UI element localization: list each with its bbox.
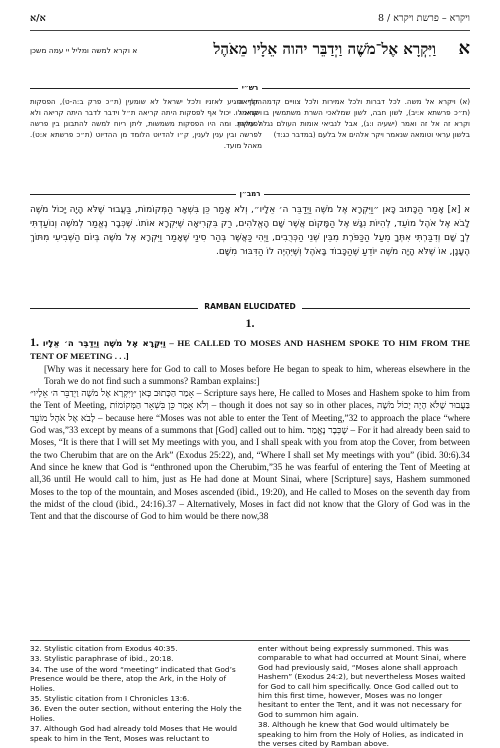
ramban-hebrew-text: א [א] אָמַר הַכָּתוּב כָּאן ״וַיִּקְרָא אֶל מֹשֶׁה וַיְדַבֵּר ה׳ אֵלָיו״, וְלֹא אָמַר כֵּן בִּשְׁאָר הַמְּקוֹמוֹת, בַּעֲבוּר שֶׁלֹּא הָיָה יָכוֹל מֹשֶׁה לָבֹא אֶל אֹהֶל מוֹעֵד, לְהִיוֹת נִגָּשׁ אֶל הַמָּקוֹם אֲשֶׁר שָׁם הָאֱלֹהִים, רַק בִּקְרִיאָה שֶׁיִּקְרָא אוֹתוֹ. שֶׁכְּבָר נֶאֱמַר לְמֹשֶׁה וְנוֹעַדְתִּי לְךָ שָׁם וְדִבַּרְתִּי אִתְּךָ מֵעַל הַכַּפֹּרֶת מִבֵּין שְׁנֵי הַכְּרֻבִים, וַיְהִי כַּאֲשֶׁר בְּהַר סִינַי שֶׁאָמַר וַיִּקְרָא אֶל מֹשֶׁה בְּיוֹם הַשְּׁבִיעִי מִתּוֹךְ הֶעָנָן, אוֹ שֶׁלֹּא הָיָה מֹשֶׁה יוֹדֵעַ שֶׁהַכָּבוֹד בָּאֹהֶל וְשֶׁיִּהְיֶה לוֹ הַדִּבּוּר מִשָּׁם. [30,205,470,257]
verse-block [30,38,470,64]
elucidation-body: אָמַר הַכָּתוּב כָּאן ״וַיִּקְרָא אֶל מֹשֶׁה וַיְדַבֵּר ה׳ אֵלָיו״ – Scripture says here, He called to Moses and Hashem spoke to him from the Tent of Meeting, וְלֹא אָמַר כֵּן בִּשְׁאָר הַמְּקוֹמוֹת – though it does not say so in other places, בַּעֲבוּר שֶׁלֹּא הָיָה יָכוֹל מֹשֶׁה לָבֹא אֶל אֹהֶל מוֹעֵד – because here “Moses was not able to enter the Tent of Meeting,”32 to approach the place “where God was,”33 except by means of a summons that [God] called out to him. שֶׁכְּבָר נֶאֱמַר – For it had already been said to Moses, “It is there that I will set My meetings with you, and I shall speak with you from atop the Cover, from between the two Cherubim that are on the Ark” (Exodus 25:22), and, “Where I shall set My meetings with you” (ibid. 30:6).34 And since he knew that God is “enthroned upon the Cherubim,”35 he was fearful of entering the Tent of Meeting at all,36 until He would call to him, just as He had done at Mount Sinai, where [Scripture] says, Hashem summoned Moses to the top of the mountain, and Moses ascended (ibid., 19:20), and He called to Moses on the seventh day from the midst of the cloud (ibid., 24:16).37 – Alternatively, Moses in fact did not know that the Glory of God was in the Tent and that the discourse of God to him would be there now,38 [30,388,470,522]
verse-number: א [458,38,470,59]
elucidated-divider [30,302,470,314]
footnote: 34. The use of the word “meeting” indicated that God’s Presence would be there, atop the Ark, in the Holy of Holies. [30,664,236,693]
footnotes-left-column [30,644,242,743]
elucidated-label: RAMBAN ELUCIDATED [198,302,301,311]
footnote: 37. Although God had already told Moses that He would speak to him in the Tent, Moses was reluctant to [30,724,238,743]
lead-hebrew: וַיִּקְרָא אֶל מֹשֶׁה וַיְדַבֵּר ה׳ אֵלָיו [42,339,166,349]
header-right: ויקרא – פרשת ויקרא / 8 [377,13,470,24]
footnote: 33. Stylistic paraphrase of ibid., 20:18. [30,654,174,664]
footnote: 38. Although he knew that God would ultimately be speaking to him from the Holy of Holies, as indicated in the verses cited by Ramban above. [258,720,464,748]
rashi-label: רש״י [238,84,263,92]
lead-number: 1. [30,335,39,349]
footnote: enter without being expressly summoned. This was comparable to what had occurred at Mount Sinai, where God had previously said, “Moses alone shall approach Hashem” (Exodus 24:2), but nevertheless Moses waited for God to call him specifically. Once God called out to him this first time, however, Moses was no longer hesitant to enter the Tent, and it was not necessary for God to summon him again. [258,644,467,719]
rashi-column-right: (א) ויקרא אל משה. לכל דברות ולכל אמירות ולכל צוויים קדמה קריאה (ת״כ פרשתא א:יב), לשון חבה, לשון שמלאכי השרת משתמשין בו שנאמר וקרא זה אל זה ואמר (ישעיה ו:ג), אבל לנביאי אומות העולם נגלה עליהן בלשון עראי וטומאה שנאמר ויקר אלהים אל בלעם (במדבר כג:ד) [238,97,470,139]
verse-text: וַיִּקְרָא אֶל־מֹשֶׁה וַיְדַבֵּר יהוה אֵלָיו מֵאֹהֶל [213,40,436,58]
english-elucidation [30,336,470,634]
rashi-column-left: הולך ומגיע לאזניו ולכל ישראל לא שומעין (ת״כ פרק ב:ה-ט), הפסקות ויקרא לו. יכול אף לפסקות היתה קריאה ת״ל וידבר לדבר היתה קריאה ולא לפסקות. ומה היו הפסקות משמשות, ליתן ריוח למשה להתבונן בין פרשה לפרשה ובין ענין לענין, ק״ו להדיוט הלומד מן ההדיוט (ת״כ פרשתא א:ט). מאהל מועד. [30,97,262,150]
onkelos-text: א וקרא למשה ומליל יי עמה משכן [30,46,138,55]
rashi-divider [30,84,470,93]
intro-note: [Why was it necessary here for God to call to Moses before He began to speak to him, whereas elsewhere in the Torah we do not find such a summons? Ramban explains:] [44,363,470,386]
footnote: 32. Stylistic citation from Exodus 40:35. [30,644,178,653]
section-number: 1. [245,316,255,330]
footnote: 35. Stylistic citation from I Chronicles 13:6. [30,694,190,704]
lead-line [30,336,470,363]
rashi-commentary [30,96,470,184]
footnote-rule [30,640,470,641]
lead-english: – HE CALLED TO MOSES AND HASHEM SPOKE TO HIM FROM THE TENT OF MEETING . . .] [30,338,471,362]
header-rule [30,30,470,31]
footnotes-right-column [258,644,470,748]
footnote: 36. Even the outer section, without entering the Holy the Holies. [30,704,242,723]
ramban-label: רמב״ן [236,190,265,198]
header-left: א/א [30,13,46,24]
ramban-divider [30,190,470,199]
running-header [30,13,470,27]
